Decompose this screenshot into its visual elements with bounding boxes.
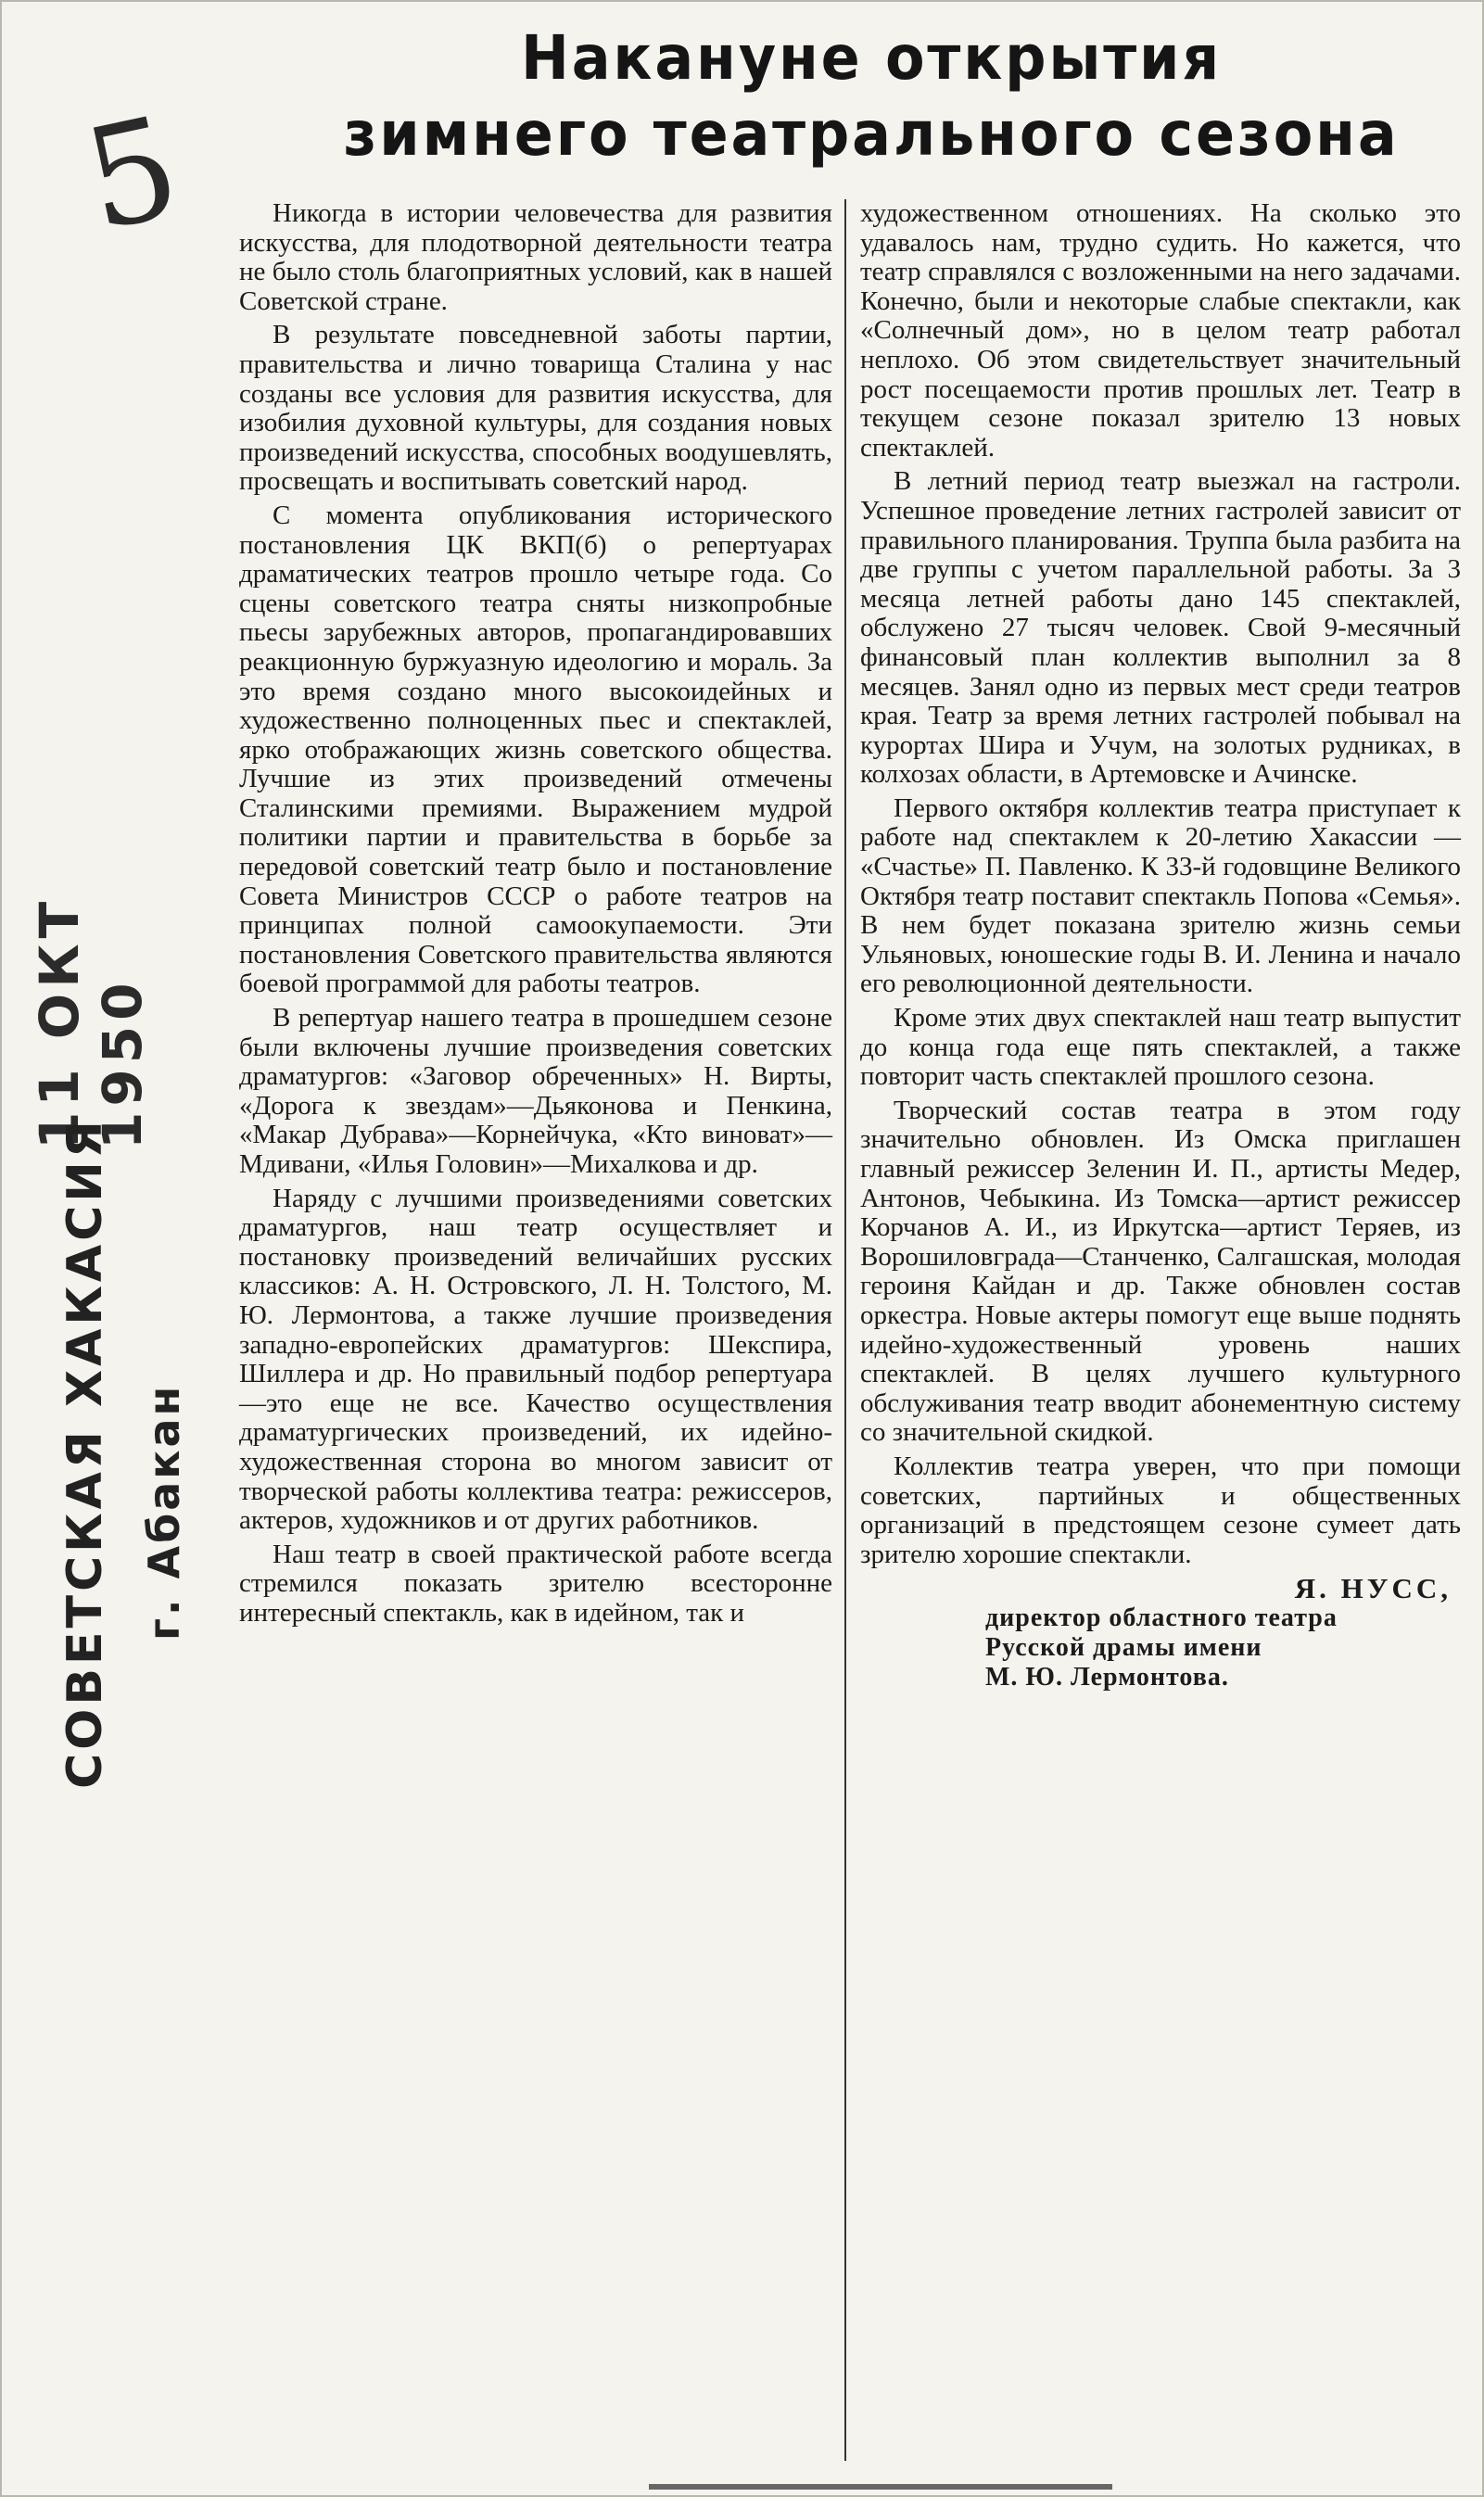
paragraph: Творческий состав театра в этом году значительно обновлен. Из Омска приглашен главный режиссер Зеленин И. П., артисты Медер, Антонов, Чебыкина. Из Томска—артист режиссер Корчанов А. И., из Иркутска—артист Теряев, из Ворошиловграда—Станченко, Салгашская, молодая героиня Кайдан и др. Также обновлен состав оркестра. Новые актеры помогут еще выше поднять идейно-художественный уровень наших спектаклей. В целях лучшего культурного обслуживания театр вводит абонементную систему со значительной скидкой.: [860, 1095, 1461, 1448]
article-headline: [306, 20, 1437, 172]
author-title-line-1: директор областного театра: [985, 1603, 1338, 1632]
article-left-column: [239, 199, 832, 1633]
paragraph: Коллектив театра уверен, что при помощи советских, партийных и общественных организаций в предстоящем сезоне сумеет дать зрителю хорошие спектакли.: [860, 1451, 1461, 1569]
paragraph: Наряду с лучшими произведениями советских драматургов, наш театр осуществляет и постановку произведений величайших русских классиков: А. Н. Островского, Л. Н. Толстого, М. Ю. Лермонтова, а также лучшие произведения западно-европейских драматургов: Шекспира, Шиллера и др. Но правильный подбор репертуара—это еще не все. Качество осуществления драматургических произведений, их идейно-художественная сторона во многом зависит от творческой работы коллектива театра: режиссеров, актеров, художников и от других работников.: [239, 1183, 832, 1536]
bottom-rule: [649, 2484, 1112, 2490]
paragraph: Никогда в истории человечества для развития искусства, для плодотворной деятельности театра не было столь благоприятных условий, как в нашей Советской стране.: [239, 198, 832, 316]
author-title-line-2: Русской драмы имени: [985, 1632, 1262, 1662]
author-title-line-3: М. Ю. Лермонтова.: [985, 1662, 1229, 1692]
paragraph: В репертуар нашего театра в прошедшем сезоне были включены лучшие произведения советских драматургов: «Заговор обреченных» Н. Вирты, «Дорога к звездам»—Дьяконова и Пенкина, «Макар Дубрава»—Корнейчука, «Кто виноват»—Мдивани, «Илья Головин»—Михалкова и др.: [239, 1003, 832, 1179]
paragraph: художественном отношениях. На сколько это удавалось нам, трудно судить. Но кажется, что театр справлялся с возложенными на него задачами. Конечно, были и некоторые слабые спектакли, как «Солнечный дом», но в целом театр работал неплохо. Об этом свидетельствует значительный рост посещаемости против прошлых лет. Театр в текущем сезоне показал зрителю 13 новых спектаклей.: [860, 198, 1461, 463]
paragraph: В летний период театр выезжал на гастроли. Успешное проведение летних гастролей зависит от правильного планирования. Труппа была разбита на две группы с учетом параллельной работы. За 3 месяца летней работы дано 145 спектаклей, обслужено 27 тысяч человек. Свой 9-месячный финансовый план коллектив выполнил за 8 месяцев. Занял одно из первых мест среди театров края. Театр за время летних гастролей побывал на курортах Шира и Учум, на золотых рудниках, в колхозах области, в Артемовске и Ачинске.: [860, 466, 1461, 790]
newspaper-name-stamp: СОВЕТСКАЯ ХАКАСИЯ: [57, 1117, 113, 1789]
paragraph: Первого октября коллектив театра приступает к работе над спектаклем к 20-летию Хакассии — «Счастье» П. Павленко. К 33-й годовщине Великого Октября театр поставит спектакль Попова «Семья». В нем будет показана зрителю жизнь семьи Ульяновых, юношеские годы В. И. Ленина и начало его революционной деятельности.: [860, 792, 1461, 999]
signature-block: [860, 1574, 1461, 1692]
column-divider: [844, 199, 846, 2461]
date-stamp: 11 ОКТ 1950: [28, 895, 154, 1149]
paragraph: Кроме этих двух спектаклей наш театр выпустит до конца года еще пять спектаклей, а также повторит часть спектаклей прошлого сезона.: [860, 1003, 1461, 1092]
city-stamp: г. Абакан: [139, 1383, 189, 1641]
paragraph: В результате повседневной заботы партии, правительства и лично товарища Сталина у нас созданы все условия для развития искусства, для изобилия духовной культуры, для создания новых произведений искусства, способных воодушевлять, просвещать и воспитывать советский народ.: [239, 320, 832, 497]
author-name: Я. НУСС,: [1294, 1572, 1452, 1605]
headline-line-2: зимнего театрального сезона: [343, 98, 1400, 170]
headline-line-1: Накануне открытия: [520, 22, 1222, 94]
article-right-column: [860, 199, 1461, 1692]
handwritten-mark: 5: [71, 86, 193, 263]
paragraph: Наш театр в своей практической работе всегда стремился показать зрителю всесторонне интересный спектакль, как в идейном, так и: [239, 1539, 832, 1628]
paragraph: С момента опубликования исторического постановления ЦК ВКП(б) о репертуарах драматических театров прошло четыре года. Со сцены советского театра сняты низкопробные пьесы зарубежных авторов, пропагандировавших реакционную буржуазную идеологию и мораль. За это время создано много высокоидейных и художественно полноценных пьес и спектаклей, ярко отображающих жизнь советского общества. Лучшие из этих произведений отмечены Сталинскими премиями. Выражением мудрой политики партии и правительства в борьбе за передовой советский театр было и постановление Совета Министров СССР о работе театров на принципах полной самоокупаемости. Эти постановления Советского правительства являются боевой программой для работы театров.: [239, 500, 832, 999]
